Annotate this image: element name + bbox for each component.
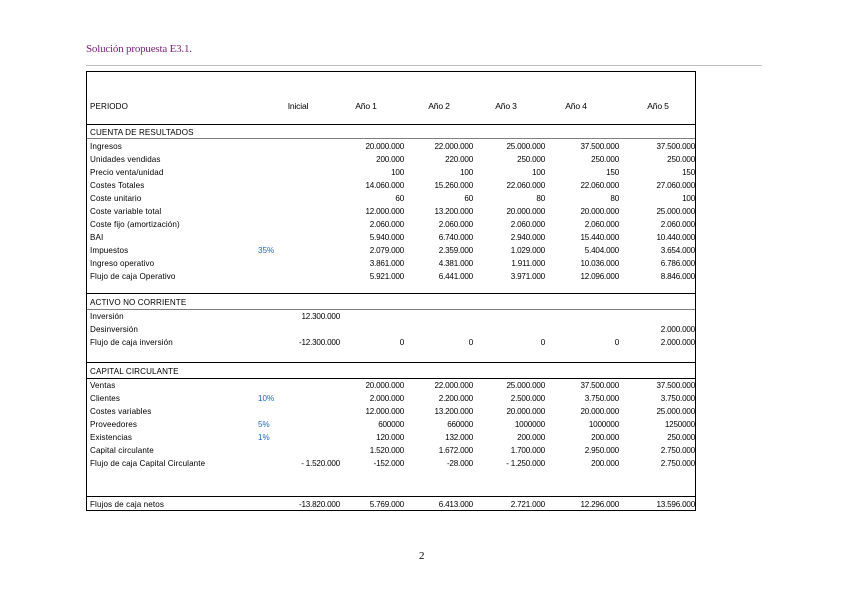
document-title: Solución propuesta E3.1. xyxy=(86,43,192,55)
table-cell: 20.000.000 xyxy=(506,207,545,216)
table-cell: 250.000 xyxy=(517,155,545,164)
row-label: Capital circulante xyxy=(90,446,154,455)
divider xyxy=(87,138,695,139)
section-title-text: CAPITAL CIRCULANTE xyxy=(90,367,179,376)
table-cell: 0 xyxy=(468,338,473,347)
table-cell: 200.000 xyxy=(591,433,619,442)
table-cell: 25.000.000 xyxy=(656,407,695,416)
divider xyxy=(87,124,695,125)
table-cell: 5.404.000 xyxy=(584,246,619,255)
table-cell: 10.036.000 xyxy=(580,259,619,268)
table-cell: 25.000.000 xyxy=(506,142,545,151)
table-cell: 1.911.000 xyxy=(511,259,545,268)
table-cell: 5.921.000 xyxy=(369,272,404,281)
table-cell: 4.381.000 xyxy=(438,259,473,268)
divider xyxy=(87,293,695,294)
table-cell: 1.672.000 xyxy=(438,446,473,455)
row-label: Inversión xyxy=(90,312,124,321)
total-label: Flujos de caja netos xyxy=(90,500,164,509)
table-cell: 100 xyxy=(682,194,695,203)
table-row xyxy=(87,270,695,283)
row-label: Flujo de caja Capital Circulante xyxy=(90,459,206,468)
table-row xyxy=(87,205,695,218)
table-cell: 20.000.000 xyxy=(365,381,404,390)
total-cell: 2.721.000 xyxy=(510,500,545,509)
table-row xyxy=(87,310,695,323)
table-cell: 1000000 xyxy=(514,420,545,429)
table-cell: 13.200.000 xyxy=(434,407,473,416)
table-row xyxy=(87,231,695,244)
table-cell: 37.500.000 xyxy=(656,142,695,151)
table-row xyxy=(87,457,695,470)
table-cell: - 1.520.000 xyxy=(301,459,340,468)
table-cell: 1.520.000 xyxy=(369,446,404,455)
table-cell: 25.000.000 xyxy=(506,381,545,390)
total-row xyxy=(87,498,695,511)
table-cell: 12.300.000 xyxy=(301,312,340,321)
table-cell: 600000 xyxy=(378,420,404,429)
section-title-text: ACTIVO NO CORRIENTE xyxy=(90,298,187,307)
table-cell: 22.000.000 xyxy=(434,381,473,390)
table-cell: -28.000 xyxy=(446,459,473,468)
table-cell: 2.950.000 xyxy=(584,446,619,455)
row-label: Ventas xyxy=(90,381,116,390)
table-cell: 60 xyxy=(395,194,404,203)
row-label: Coste unitario xyxy=(90,194,142,203)
row-label: BAI xyxy=(90,233,104,242)
table-cell: 12.096.000 xyxy=(580,272,619,281)
table-cell: 1000000 xyxy=(588,420,619,429)
table-cell: 12.000.000 xyxy=(365,407,404,416)
table-row xyxy=(87,140,695,153)
table-row xyxy=(87,179,695,192)
section-title-activo xyxy=(87,296,695,309)
table-cell: 15.440.000 xyxy=(580,233,619,242)
table-cell: 0 xyxy=(614,338,619,347)
table-cell: 22.000.000 xyxy=(434,142,473,151)
table-cell: 3.654.000 xyxy=(660,246,695,255)
table-cell: 22.060.000 xyxy=(506,181,545,190)
table-cell: 200.000 xyxy=(517,433,545,442)
col-header-ano3: Año 3 xyxy=(495,101,517,111)
table-cell: 27.060.000 xyxy=(656,181,695,190)
table-cell: 37.500.000 xyxy=(580,142,619,151)
table-cell: 6.740.000 xyxy=(438,233,473,242)
table-cell: 120.000 xyxy=(376,433,404,442)
table-row xyxy=(87,218,695,231)
table-row xyxy=(87,244,695,257)
table-cell: 20.000.000 xyxy=(506,407,545,416)
table-cell: 6.441.000 xyxy=(438,272,473,281)
section-title-circulante xyxy=(87,365,695,378)
table-row xyxy=(87,431,695,444)
table-cell: 3.971.000 xyxy=(510,272,545,281)
table-cell: 2.359.000 xyxy=(438,246,473,255)
table-cell: 20.000.000 xyxy=(365,142,404,151)
table-cell: 37.500.000 xyxy=(656,381,695,390)
table-row xyxy=(87,166,695,179)
table-cell: 200.000 xyxy=(591,459,619,468)
row-label: Ingreso operativo xyxy=(90,259,155,268)
table-cell: 10.440.000 xyxy=(656,233,695,242)
table-cell: 80 xyxy=(610,194,619,203)
table-row xyxy=(87,418,695,431)
col-header-ano5: Año 5 xyxy=(647,101,669,111)
table-cell: 3.750.000 xyxy=(660,394,695,403)
table-cell: 0 xyxy=(399,338,404,347)
table-cell: 2.060.000 xyxy=(438,220,473,229)
table-row xyxy=(87,405,695,418)
table-cell: 250.000 xyxy=(667,155,695,164)
table-cell: 2.000.000 xyxy=(369,394,404,403)
table-cell: 0 xyxy=(540,338,545,347)
row-label: Unidades vendidas xyxy=(90,155,161,164)
table-cell: -12.300.000 xyxy=(298,338,340,347)
rate-percent: 5% xyxy=(258,420,270,429)
rate-percent: 1% xyxy=(258,433,270,442)
row-label: Existencias xyxy=(90,433,133,442)
table-cell: 2.750.000 xyxy=(660,459,695,468)
row-label: Clientes xyxy=(90,394,121,403)
table-cell: 2.200.000 xyxy=(438,394,473,403)
table-cell: 2.060.000 xyxy=(660,220,695,229)
table-row xyxy=(87,192,695,205)
table-cell: 22.060.000 xyxy=(580,181,619,190)
table-cell: 660000 xyxy=(447,420,473,429)
table-cell: -152.000 xyxy=(373,459,404,468)
table-row xyxy=(87,257,695,270)
col-header-ano4: Año 4 xyxy=(565,101,587,111)
col-header-ano1: Año 1 xyxy=(355,101,377,111)
table-row xyxy=(87,336,695,349)
table-cell: 1.029.000 xyxy=(510,246,545,255)
table-row xyxy=(87,153,695,166)
table-cell: 1250000 xyxy=(664,420,695,429)
row-label: Proveedores xyxy=(90,420,137,429)
row-label: Ingresos xyxy=(90,142,122,151)
table-row xyxy=(87,392,695,405)
table-cell: 20.000.000 xyxy=(580,207,619,216)
table-cell: 60 xyxy=(464,194,473,203)
row-label: Flujo de caja Operativo xyxy=(90,272,176,281)
page-number: 2 xyxy=(419,550,425,562)
header-row xyxy=(87,100,695,113)
table-cell: 6.786.000 xyxy=(660,259,695,268)
table-cell: 2.060.000 xyxy=(510,220,545,229)
table-cell: 132.000 xyxy=(445,433,473,442)
table-cell: 100 xyxy=(391,168,404,177)
total-cell: 12.296.000 xyxy=(580,500,619,509)
divider xyxy=(87,362,695,363)
table-cell: 200.000 xyxy=(376,155,404,164)
table-cell: 15.260.000 xyxy=(434,181,473,190)
row-label: Coste variable total xyxy=(90,207,162,216)
table-cell: 2.000.000 xyxy=(660,325,695,334)
table-cell: 3.750.000 xyxy=(584,394,619,403)
row-label: Flujo de caja inversión xyxy=(90,338,173,347)
table-cell: 37.500.000 xyxy=(580,381,619,390)
table-cell: 2.750.000 xyxy=(660,446,695,455)
total-cell: 13.596.000 xyxy=(656,500,695,509)
table-cell: 12.000.000 xyxy=(365,207,404,216)
total-cell: -13.820.000 xyxy=(298,500,340,509)
rate-percent: 10% xyxy=(258,394,275,403)
total-cell: 5.769.000 xyxy=(369,500,404,509)
cash-flow-table xyxy=(86,71,696,511)
rate-percent: 35% xyxy=(258,246,275,255)
row-label: Costes Totales xyxy=(90,181,145,190)
table-cell: 2.500.000 xyxy=(510,394,545,403)
table-cell: 2.000.000 xyxy=(660,338,695,347)
table-row xyxy=(87,379,695,392)
table-cell: 20.000.000 xyxy=(580,407,619,416)
table-cell: 100 xyxy=(532,168,545,177)
table-row xyxy=(87,323,695,336)
table-cell: 150 xyxy=(682,168,695,177)
table-cell: 1.700.000 xyxy=(510,446,545,455)
table-row xyxy=(87,444,695,457)
table-cell: 250.000 xyxy=(591,155,619,164)
col-header-inicial: Inicial xyxy=(287,101,309,111)
col-header-ano2: Año 2 xyxy=(428,101,450,111)
row-label: Desinversión xyxy=(90,325,138,334)
row-label: Coste fijo (amortización) xyxy=(90,220,180,229)
table-cell: 3.861.000 xyxy=(369,259,404,268)
table-cell: 220.000 xyxy=(445,155,473,164)
table-cell: 2.940.000 xyxy=(510,233,545,242)
table-cell: 2.060.000 xyxy=(584,220,619,229)
table-cell: 5.940.000 xyxy=(369,233,404,242)
table-cell: 250.000 xyxy=(667,433,695,442)
period-label: PERIODO xyxy=(90,102,129,111)
table-cell: 13.200.000 xyxy=(434,207,473,216)
row-label: Precio venta/unidad xyxy=(90,168,164,177)
table-cell: 80 xyxy=(536,194,545,203)
divider xyxy=(87,496,695,497)
total-cell: 6.413.000 xyxy=(438,500,473,509)
row-label: Costes variables xyxy=(90,407,152,416)
table-cell: - 1.250.000 xyxy=(506,459,545,468)
table-cell: 8.846.000 xyxy=(660,272,695,281)
table-cell: 14.060.000 xyxy=(365,181,404,190)
table-cell: 2.079.000 xyxy=(369,246,404,255)
section-title-text: CUENTA DE RESULTADOS xyxy=(90,128,194,137)
table-cell: 150 xyxy=(606,168,619,177)
table-cell: 100 xyxy=(460,168,473,177)
table-cell: 25.000.000 xyxy=(656,207,695,216)
row-label: Impuestos xyxy=(90,246,129,255)
header-divider xyxy=(86,65,762,66)
table-cell: 2.060.000 xyxy=(369,220,404,229)
